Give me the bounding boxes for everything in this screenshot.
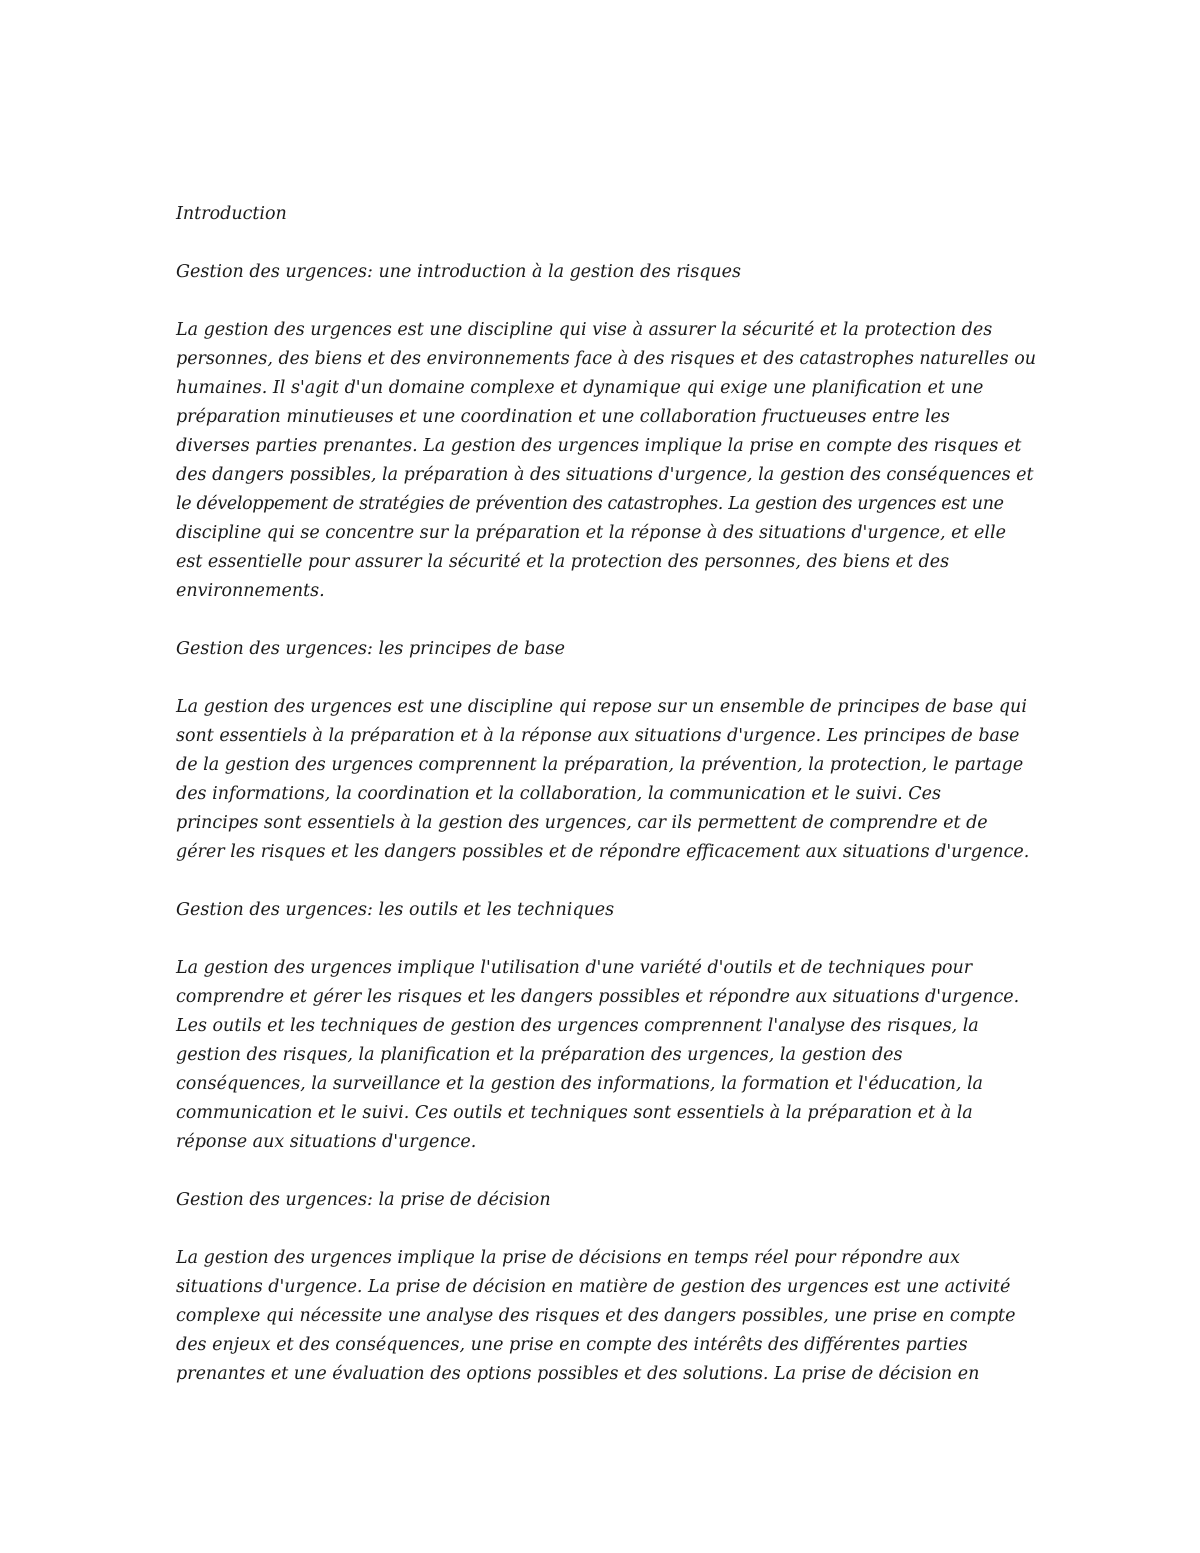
- paragraph-line: des dangers possibles, la préparation à des situations d'urgence, la gestion des conséquences et: [176, 465, 1034, 485]
- paragraph-line: des enjeux et des conséquences, une prise en compte des intérêts des différentes parties: [176, 1335, 968, 1355]
- paragraph-line: comprendre et gérer les risques et les dangers possibles et répondre aux situations d'urgence.: [176, 987, 1020, 1007]
- paragraph-line: sont essentiels à la préparation et à la réponse aux situations d'urgence. Les principes de base: [176, 726, 1020, 746]
- section-paragraph: [176, 1244, 1036, 1389]
- paragraph-line: La gestion des urgences implique la prise de décisions en temps réel pour répondre aux: [176, 1248, 960, 1268]
- spacer: [176, 664, 1036, 693]
- spacer: [176, 229, 1036, 258]
- paragraph-line: est essentielle pour assurer la sécurité et la protection des personnes, des biens et des: [176, 552, 950, 572]
- paragraph-line: personnes, des biens et des environnements face à des risques et des catastrophes naturelles ou: [176, 349, 1036, 369]
- paragraph-line: conséquences, la surveillance et la gestion des informations, la formation et l'éducation, la: [176, 1074, 983, 1094]
- paragraph-line: discipline qui se concentre sur la préparation et la réponse à des situations d'urgence, et elle: [176, 523, 1006, 543]
- spacer: [176, 287, 1036, 316]
- section-paragraph: [176, 954, 1036, 1157]
- section-heading: Gestion des urgences: une introduction à la gestion des risques: [176, 262, 741, 282]
- paragraph-line: humaines. Il s'agit d'un domaine complexe et dynamique qui exige une planification et une: [176, 378, 984, 398]
- paragraph-line: gestion des risques, la planification et la préparation des urgences, la gestion des: [176, 1045, 903, 1065]
- paragraph-line: diverses parties prenantes. La gestion des urgences implique la prise en compte des risques et: [176, 436, 1022, 456]
- spacer: [176, 1157, 1036, 1186]
- paragraph-line: des informations, la coordination et la collaboration, la communication et le suivi. Ces: [176, 784, 942, 804]
- paragraph-line: La gestion des urgences est une discipline qui vise à assurer la sécurité et la protection des: [176, 320, 993, 340]
- paragraph-line: environnements.: [176, 581, 325, 601]
- paragraph-line: principes sont essentiels à la gestion des urgences, car ils permettent de comprendre et de: [176, 813, 988, 833]
- paragraph-line: complexe qui nécessite une analyse des risques et des dangers possibles, une prise en compte: [176, 1306, 1016, 1326]
- paragraph-line: gérer les risques et les dangers possibles et de répondre efficacement aux situations d'urgence.: [176, 842, 1030, 862]
- document-page: [176, 200, 1036, 1389]
- paragraph-line: réponse aux situations d'urgence.: [176, 1132, 477, 1152]
- paragraph-line: communication et le suivi. Ces outils et techniques sont essentiels à la préparation et à la: [176, 1103, 973, 1123]
- section-paragraph: [176, 693, 1036, 867]
- section-paragraph: [176, 316, 1036, 606]
- paragraph-line: préparation minutieuses et une coordination et une collaboration fructueuses entre les: [176, 407, 950, 427]
- spacer: [176, 867, 1036, 896]
- paragraph-line: prenantes et une évaluation des options possibles et des solutions. La prise de décision en: [176, 1364, 980, 1384]
- section-heading: Gestion des urgences: les principes de base: [176, 639, 566, 659]
- paragraph-line: le développement de stratégies de prévention des catastrophes. La gestion des urgences est une: [176, 494, 1004, 514]
- paragraph-line: Les outils et les techniques de gestion des urgences comprennent l'analyse des risques, la: [176, 1016, 979, 1036]
- spacer: [176, 1215, 1036, 1244]
- paragraph-line: situations d'urgence. La prise de décision en matière de gestion des urgences est une activité: [176, 1277, 1011, 1297]
- spacer: [176, 925, 1036, 954]
- spacer: [176, 606, 1036, 635]
- paragraph-line: de la gestion des urgences comprennent la préparation, la prévention, la protection, le partage: [176, 755, 1024, 775]
- section-heading: Gestion des urgences: les outils et les techniques: [176, 900, 615, 920]
- paragraph-line: La gestion des urgences est une discipline qui repose sur un ensemble de principes de base qui: [176, 697, 1027, 717]
- document-title: Introduction: [176, 204, 287, 224]
- paragraph-line: La gestion des urgences implique l'utilisation d'une variété d'outils et de techniques pour: [176, 958, 973, 978]
- section-heading: Gestion des urgences: la prise de décision: [176, 1190, 551, 1210]
